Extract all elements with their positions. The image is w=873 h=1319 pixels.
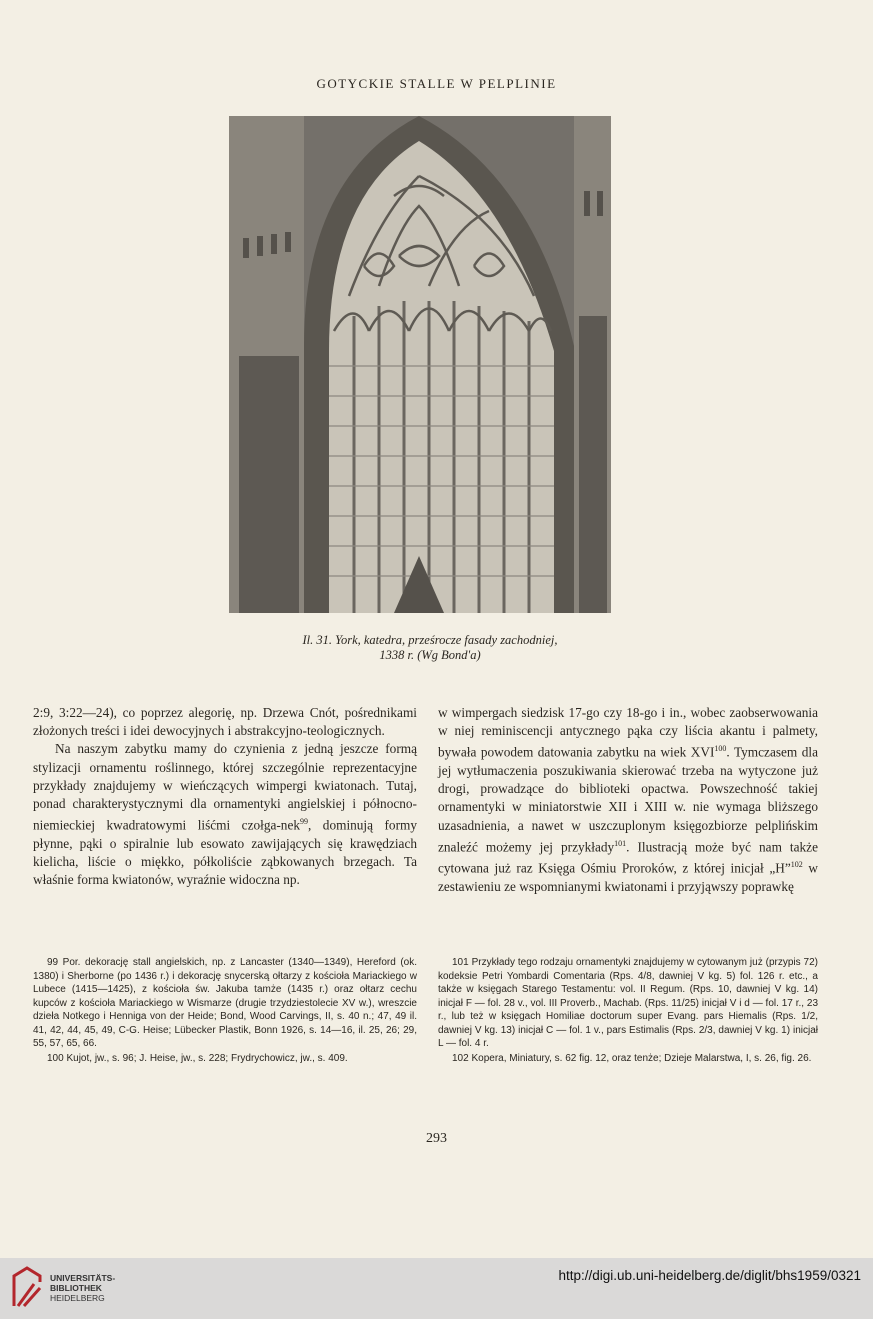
library-line-1: UNIVERSITÄTS- [50,1273,116,1283]
permalink-url[interactable]: http://digi.ub.uni-heidelberg.de/diglit/bhs1959/0321 [558,1268,861,1283]
right-text-3: . Ilustracją może być nam także cytowana już raz Księga Ośmiu Proroków, z której inicjał „H” [438,839,818,876]
caption-line-2: 1338 r. (Wg Bond'a) [379,648,481,662]
library-line-3: HEIDELBERG [50,1293,105,1303]
left-text-column [33,704,417,889]
figure-caption [200,633,660,663]
footnote-102: 102 Kopera, Miniatury, s. 62 fig. 12, oraz tenże; Dzieje Malarstwa, I, s. 26, fig. 26. [452,1052,812,1064]
footnote-ref-101: 101 [614,838,627,848]
right-paragraph [438,704,818,896]
university-library-logo-icon [10,1266,44,1308]
cathedral-window-photo [229,116,611,613]
left-paragraph-2-cont: , dominują formy płynne, pąki o spiralnie lub esowato zawijających się krawędziach kielicha, liście o miękko, półkoliście ząbkowanych brzegach. Ta właśnie forma kwiatonów, wyraźnie widoczna np. [33,817,417,888]
library-line-2: BIBLIOTHEK [50,1283,102,1293]
right-text-4: w zestawieniu ze wspomnianymi kwiatonami i przyjąwszy poprawkę [438,860,818,895]
right-text-column [438,704,818,896]
caption-line-1: Il. 31. York, katedra, prześrocze fasady zachodniej, [302,633,558,647]
footnote-101: 101 Przykłady tego rodzaju ornamentyki znajdujemy w cytowanym już (przypis 72) kodeksie Petri Yombardi Comentaria (Rps. 4/8, dawniej V kg. 5) fol. 126 r. etc., a także w księgach Starego Testamentu: vol. II Regum. (Rps. 10, dawniej V kg. 14) inicjał F — fol. 28 v., vol. III Proverb., Machab. (Rps. 11/25) inicjał V i d — fol. 17 r., 23 r., lub też w księgach Homiliae doctorum super Evang. pars Hiemalis (Rps. 1/2, dawniej V kg. 13) inicjał C — fol. 1 v., pars Estimalis (Rps. 2/3, dawniej V kg. 1) inicjał L — fol. 4 r. [438,957,818,1049]
footnote-100: 100 Kujot, jw., s. 96; J. Heise, jw., s. 228; Frydrychowicz, jw., s. 409. [47,1052,348,1064]
running-head: GOTYCKIE STALLE W PELPLINIE [316,76,557,91]
right-text-1: w wimpergach siedzisk 17-go czy 18-go i in., wobec zaobserwowania w niej reminiscencji antycznego pąka czy liścia akantu i palmety, bywała powodem datowania zabytku na wiek XVI [438,705,818,760]
right-text-2: . Tymczasem dla jej wytłumaczenia poszukiwania skierować trzeba na wytyczone już drogi, prowadzące do biblioteki opactwa. Powszechność takiej ornamentyki w miniatorstwie XII i XIII w. nie wymaga bliższego uzasadnienia, a nawet w uszczuplonym księgozbiorze pelplińskim znaleźć możemy jej przykłady [438,744,818,855]
footnote-ref-99: 99 [300,817,309,827]
window-tracery-illustration [229,116,611,613]
footnote-99: 99 Por. dekorację stall angielskich, np. z Lancaster (1340—1349), Hereford (ok. 1380) i Sherborne (po 1436 r.) i dekorację snycerską ołtarzy z kościoła Mariackiego w Lubece (1415—1425), z kościoła św. Jakuba tamże (1435 r.) oraz ołtarz cechu kupców z kościoła Mariackiego w Wismarze (drugie trzydziestolecie XV w.), wreszcie dzieła Notkego i Henniga von der Heide; Bond, Wood Carvings, II, s. 40 n.; 47, 49 il. 41, 42, 44, 45, 49, C-G. Heise; Lübecker Plastik, Bonn 1926, s. 14—16, il. 25, 26; 29, 55, 57, 65, 66. [33,957,417,1049]
left-paragraph-1: 2:9, 3:22—24), co poprzez alegorię, np. Drzewa Cnót, pośrednikami złożonych treści i idei dewocyjnych i abstrakcyjno-teologicznych. [33,705,417,739]
footnote-ref-100: 100 [714,744,727,754]
library-name [50,1273,115,1303]
footnotes-right [438,956,818,1066]
left-paragraph-2 [33,740,417,889]
digitization-footer-bar [0,1258,873,1319]
page-number: 293 [426,1131,447,1146]
footnotes-left [33,956,417,1066]
left-paragraph-2-text: Na naszym zabytku mamy do czynienia z jedną jeszcze formą stylizacji ornamentu roślinnego, której szczególnie reprezentacyjne przykłady znajdujemy w wieńczących wimpergi kwiatonach. Tutaj, ponad charakterystycznymi dla ornamentyki angielskiej i północno-niemieckiej kwadratowymi liśćmi czołga-nek [33,741,417,833]
footnote-ref-102: 102 [790,860,803,870]
